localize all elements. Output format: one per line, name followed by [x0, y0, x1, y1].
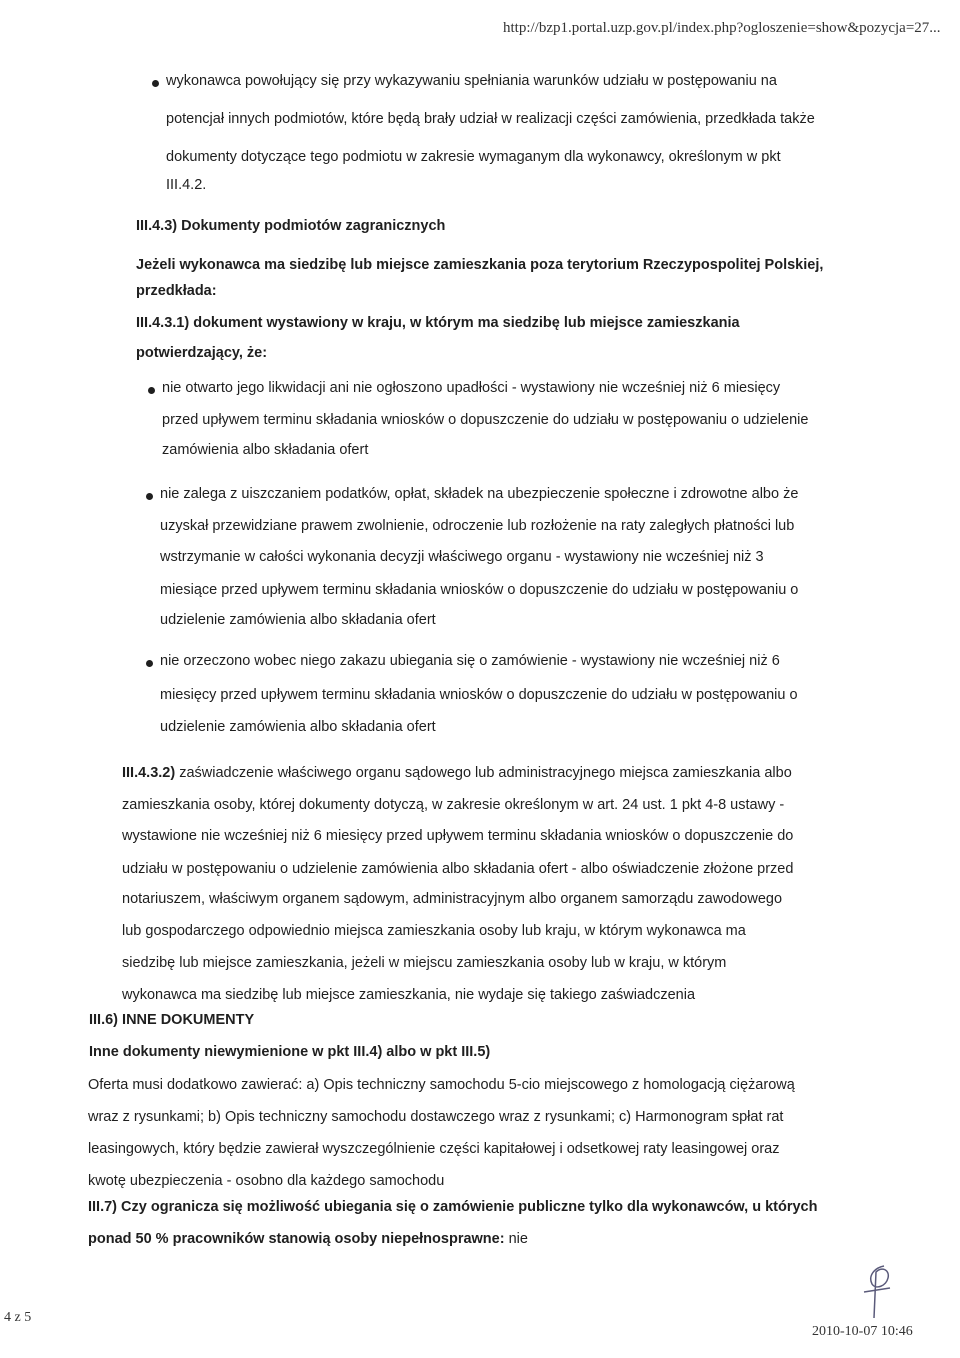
text-line: wraz z rysunkami; b) Opis techniczny samochodu dostawczego wraz z rysunkami; c) Harmonogram spłat rat — [88, 1109, 784, 1125]
bullet-dot — [152, 80, 159, 87]
text-line: zamieszkania osoby, której dokumenty dotyczą, w zakresie określonym w art. 24 ust. 1 pkt 4-8 ustawy - — [122, 797, 785, 813]
text-line: potwierdzający, że: — [136, 345, 268, 361]
print-datetime: 2010-10-07 10:46 — [812, 1324, 913, 1339]
text-line: lub gospodarczego odpowiednio miejsca zamieszkania osoby lub kraju, w którym wykonawca ma — [122, 923, 746, 939]
text-line: dokumenty dotyczące tego podmiotu w zakresie wymaganym dla wykonawcy, określonym w pkt — [166, 149, 781, 165]
header-url: http://bzp1.portal.uzp.gov.pl/index.php?ogloszenie=show&pozycja=27... — [503, 20, 941, 36]
bullet-dot — [148, 387, 155, 394]
section-subheading: Inne dokumenty niewymienione w pkt III.4) albo w pkt III.5) — [89, 1044, 491, 1060]
text-line: III.7) Czy ogranicza się możliwość ubiegania się o zamówienie publiczne tylko dla wykonawców, u których — [88, 1199, 818, 1215]
text-line: Oferta musi dodatkowo zawierać: a) Opis techniczny samochodu 5-cio miejscowego z homologacją ciężarową — [88, 1077, 795, 1093]
text-line: nie zalega z uiszczaniem podatków, opłat, składek na ubezpieczenie społeczne i zdrowotne albo że — [160, 486, 799, 502]
text-line: wystawione nie wcześniej niż 6 miesięcy przed upływem terminu składania wniosków o dopuszczenie do — [122, 828, 794, 844]
text-line: III.4.2. — [166, 177, 207, 193]
text-line: udzielenie zamówienia albo składania ofert — [160, 612, 436, 628]
text-line: przed upływem terminu składania wniosków o dopuszczenie do udziału w postępowaniu o udzielenie — [162, 412, 809, 428]
handwritten-signature — [860, 1262, 900, 1322]
subsection-2-first-line: zaświadczenie właściwego organu sądowego lub administracyjnego miejsca zamieszkania albo — [179, 765, 792, 781]
text-line: miesiące przed upływem terminu składania wniosków o dopuszczenie do udziału w postępowaniu o — [160, 582, 799, 598]
text-line: udziału w postępowaniu o udzielenie zamówienia albo składania ofert - albo oświadczenie złożone przed — [122, 861, 794, 877]
text-line — [88, 1230, 528, 1248]
text-line: Jeżeli wykonawca ma siedzibę lub miejsce zamieszkania poza terytorium Rzeczypospolitej Polskiej, — [136, 257, 824, 273]
text-line: siedzibę lub miejsce zamieszkania, jeżeli w miejscu zamieszkania osoby lub w kraju, w którym — [122, 955, 727, 971]
text-line: zamówienia albo składania ofert — [162, 442, 369, 458]
text-line: miesięcy przed upływem terminu składania wniosków o dopuszczenie do udziału w postępowaniu o — [160, 687, 798, 703]
page-number: 4 z 5 — [4, 1310, 32, 1325]
text-line — [122, 764, 792, 782]
question-text: ponad 50 % pracowników stanowią osoby niepełnosprawne: — [88, 1231, 505, 1247]
section-heading: III.4.3) Dokumenty podmiotów zagranicznych — [136, 218, 446, 234]
text-line: potencjał innych podmiotów, które będą brały udział w realizacji części zamówienia, przedkłada także — [166, 111, 815, 127]
text-line: wstrzymanie w całości wykonania decyzji właściwego organu - wystawiony nie wcześniej niż 3 — [160, 549, 764, 565]
answer-value: nie — [508, 1231, 528, 1247]
text-line: wykonawca powołujący się przy wykazywaniu spełniania warunków udziału w postępowaniu na — [166, 73, 777, 89]
text-line: wykonawca ma siedzibę lub miejsce zamieszkania, nie wydaje się takiego zaświadczenia — [122, 987, 696, 1003]
bullet-dot — [146, 660, 153, 667]
text-line: nie otwarto jego likwidacji ani nie ogłoszono upadłości - wystawiony nie wcześniej niż 6 miesięcy — [162, 380, 781, 396]
text-line: udzielenie zamówienia albo składania ofert — [160, 719, 436, 735]
section-heading: III.6) INNE DOKUMENTY — [89, 1012, 255, 1028]
subsection-2-label: III.4.3.2) — [122, 765, 176, 781]
bullet-dot — [146, 493, 153, 500]
text-line: przedkłada: — [136, 283, 217, 299]
text-line: leasingowych, który będzie zawierał wyszczególnienie części kapitałowej i odsetkowej raty leasingowej oraz — [88, 1141, 780, 1157]
text-line: kwotę ubezpieczenia - osobno dla każdego samochodu — [88, 1173, 445, 1189]
text-line: III.4.3.1) dokument wystawiony w kraju, w którym ma siedzibę lub miejsce zamieszkania — [136, 315, 740, 331]
text-line: nie orzeczono wobec niego zakazu ubiegania się o zamówienie - wystawiony nie wcześniej niż 6 — [160, 653, 780, 669]
text-line: notariuszem, właściwym organem sądowym, administracyjnym albo organem samorządu zawodowego — [122, 891, 783, 907]
text-line: uzyskał przewidziane prawem zwolnienie, odroczenie lub rozłożenie na raty zaległych płatności lub — [160, 518, 795, 534]
